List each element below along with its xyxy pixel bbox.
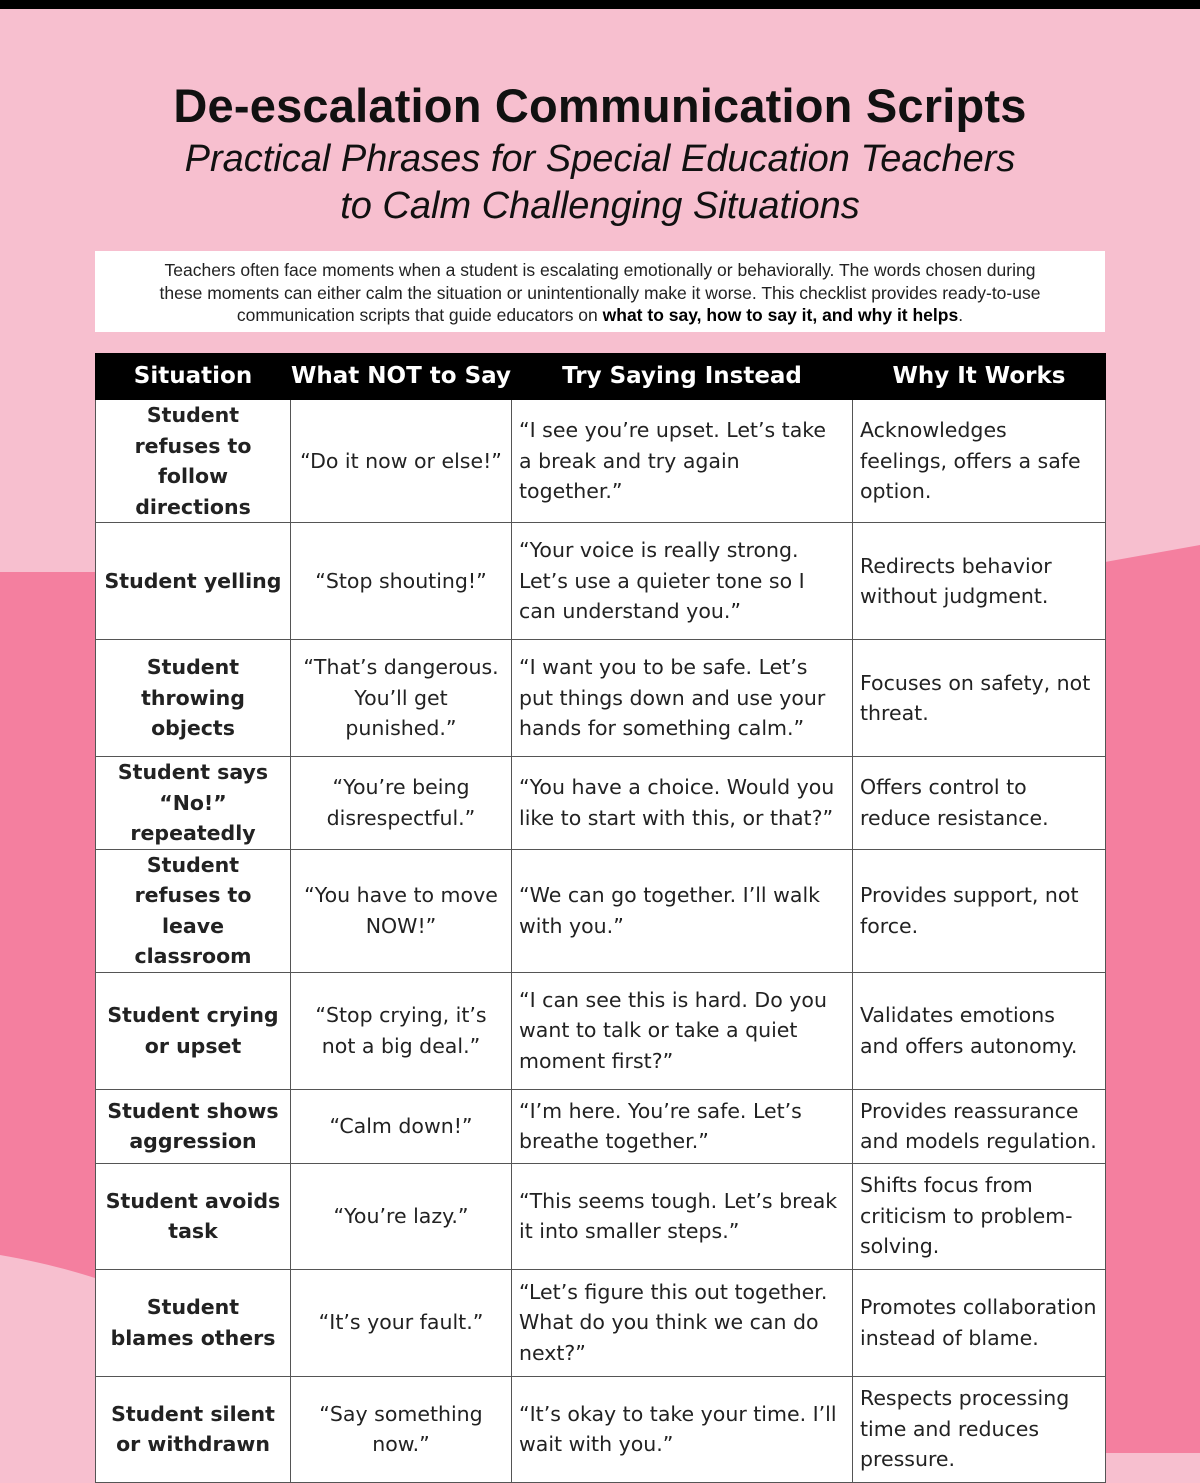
not-say-cell: “Say something now.” xyxy=(291,1376,512,1482)
why-it-works-cell: Acknowledges feelings, offers a safe option. xyxy=(853,400,1106,523)
situation-cell: Student blames others xyxy=(96,1269,291,1376)
subtitle-line-2: to Calm Challenging Situations xyxy=(340,185,860,227)
intro-box xyxy=(95,251,1105,332)
situation-cell: Student yelling xyxy=(96,523,291,640)
not-say-cell: “You’re being disrespectful.” xyxy=(291,757,512,850)
intro-line-3 xyxy=(115,304,1085,327)
situation-cell: Student throwing objects xyxy=(96,640,291,757)
table-row xyxy=(96,972,1106,1089)
table-row xyxy=(96,1163,1106,1269)
why-it-works-cell: Shifts focus from criticism to problem-solving. xyxy=(853,1163,1106,1269)
not-say-cell: “You have to move NOW!” xyxy=(291,849,512,972)
try-saying-cell: “We can go together. I’ll walk with you.” xyxy=(512,849,853,972)
why-it-works-cell: Focuses on safety, not threat. xyxy=(853,640,1106,757)
not-say-cell: “Stop crying, it’s not a big deal.” xyxy=(291,972,512,1089)
why-it-works-cell: Promotes collaboration instead of blame. xyxy=(853,1269,1106,1376)
page-subtitle xyxy=(0,136,1200,230)
intro-line-2: these moments can either calm the situation or unintentionally make it worse. This checklist provides ready-to-use xyxy=(159,282,1041,303)
why-it-works-cell: Offers control to reduce resistance. xyxy=(853,757,1106,850)
header-what-not-to-say: What NOT to Say xyxy=(291,354,512,400)
try-saying-cell: “I’m here. You’re safe. Let’s breathe together.” xyxy=(512,1089,853,1163)
table-header-row xyxy=(96,354,1106,400)
not-say-cell: “Do it now or else!” xyxy=(291,400,512,523)
table-row xyxy=(96,757,1106,850)
table-row xyxy=(96,1269,1106,1376)
not-say-cell: “You’re lazy.” xyxy=(291,1163,512,1269)
try-saying-cell: “I see you’re upset. Let’s take a break and try again together.” xyxy=(512,400,853,523)
why-it-works-cell: Validates emotions and offers autonomy. xyxy=(853,972,1106,1089)
why-it-works-cell: Provides reassurance and models regulation. xyxy=(853,1089,1106,1163)
try-saying-cell: “Let’s figure this out together. What do you think we can do next?” xyxy=(512,1269,853,1376)
header-try-saying-instead: Try Saying Instead xyxy=(512,354,853,400)
intro-line-3-prefix: communication scripts that guide educators on xyxy=(236,305,603,325)
situation-cell: Student says “No!” repeatedly xyxy=(96,757,291,850)
table-row xyxy=(96,849,1106,972)
not-say-cell: “Calm down!” xyxy=(291,1089,512,1163)
intro-line-3-bold: what to say, how to say it, and why it helps xyxy=(602,305,959,325)
table-row xyxy=(96,400,1106,523)
intro-line-3-suffix: . xyxy=(958,305,964,325)
subtitle-line-1: Practical Phrases for Special Education Teachers xyxy=(184,138,1016,180)
try-saying-cell: “It’s okay to take your time. I’ll wait with you.” xyxy=(512,1376,853,1482)
table-row xyxy=(96,523,1106,640)
header-situation: Situation xyxy=(96,354,291,400)
why-it-works-cell: Respects processing time and reduces pressure. xyxy=(853,1376,1106,1482)
situation-cell: Student crying or upset xyxy=(96,972,291,1089)
try-saying-cell: “You have a choice. Would you like to start with this, or that?” xyxy=(512,757,853,850)
intro-line-1: Teachers often face moments when a student is escalating emotionally or behaviorally. The words chosen during xyxy=(164,260,1036,280)
situation-cell: Student refuses to follow directions xyxy=(96,400,291,523)
not-say-cell: “It’s your fault.” xyxy=(291,1269,512,1376)
scripts-table xyxy=(95,353,1106,1483)
situation-cell: Student silent or withdrawn xyxy=(96,1376,291,1482)
try-saying-cell: “I can see this is hard. Do you want to talk or take a quiet moment first?” xyxy=(512,972,853,1089)
situation-cell: Student refuses to leave classroom xyxy=(96,849,291,972)
table-row xyxy=(96,1089,1106,1163)
not-say-cell: “Stop shouting!” xyxy=(291,523,512,640)
table-row xyxy=(96,1376,1106,1482)
situation-cell: Student shows aggression xyxy=(96,1089,291,1163)
not-say-cell: “That’s dangerous. You’ll get punished.” xyxy=(291,640,512,757)
try-saying-cell: “This seems tough. Let’s break it into smaller steps.” xyxy=(512,1163,853,1269)
why-it-works-cell: Provides support, not force. xyxy=(853,849,1106,972)
page-title: De-escalation Communication Scripts xyxy=(173,79,1027,132)
why-it-works-cell: Redirects behavior without judgment. xyxy=(853,523,1106,640)
header-why-it-works: Why It Works xyxy=(853,354,1106,400)
try-saying-cell: “Your voice is really strong. Let’s use a quieter tone so I can understand you.” xyxy=(512,523,853,640)
try-saying-cell: “I want you to be safe. Let’s put things down and use your hands for something calm.” xyxy=(512,640,853,757)
table-row xyxy=(96,640,1106,757)
situation-cell: Student avoids task xyxy=(96,1163,291,1269)
